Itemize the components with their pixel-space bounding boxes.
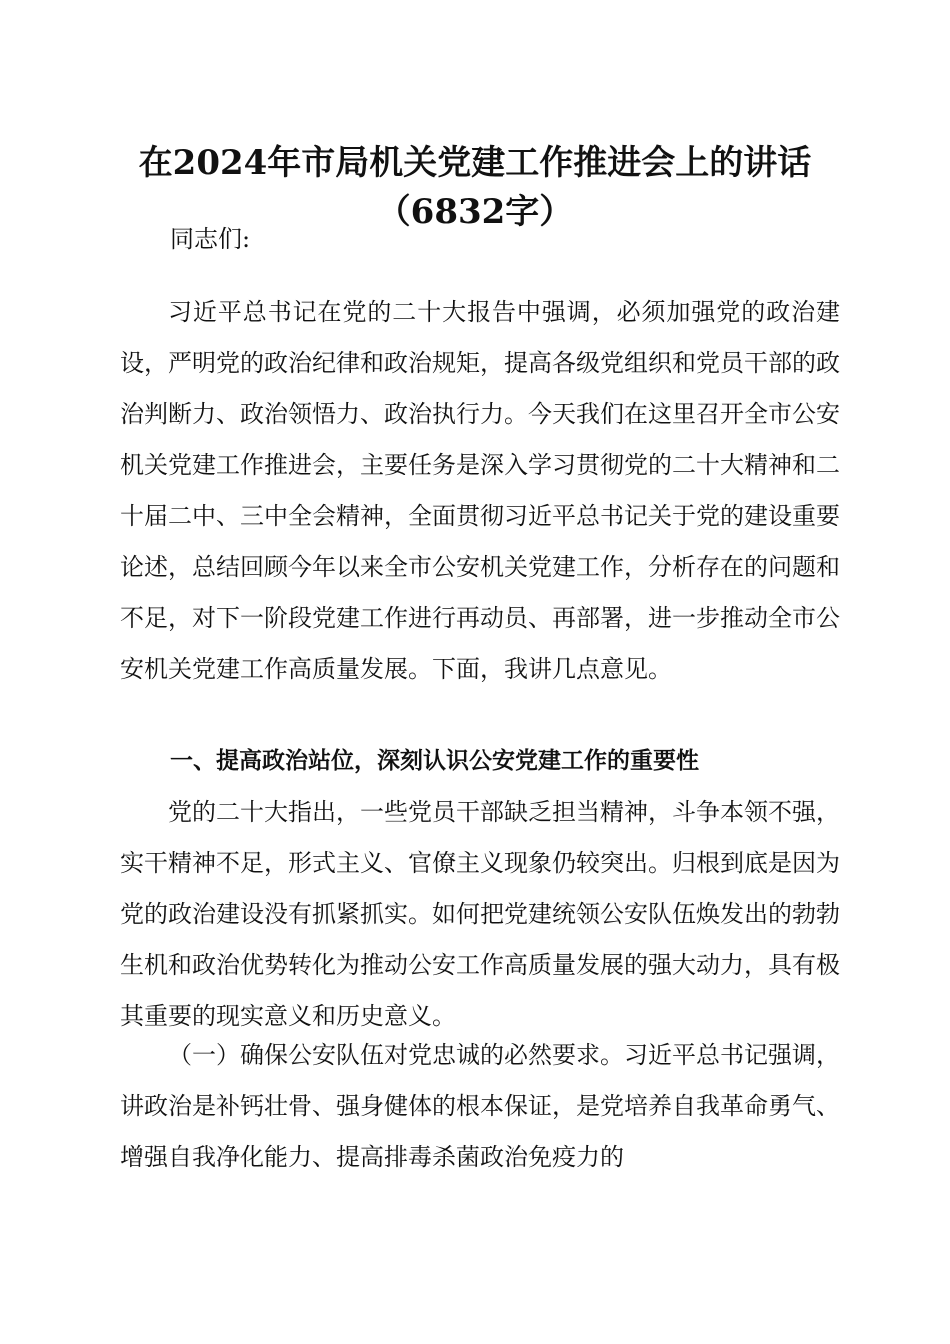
subsection-heading-1: （一）确保公安队伍对党忠诚的必然要求。 (168, 1041, 624, 1069)
paragraph-subsection-1 (120, 1030, 840, 1183)
paragraph-section-1: 党的二十大指出，一些党员干部缺乏担当精神，斗争本领不强，实干精神不足，形式主义、官僚主义现象仍较突出。归根到底是因为党的政治建设没有抓紧抓实。如何把党建统领公安队伍焕发出的勃勃生机和政治优势转化为推动公安工作高质量发展的强大动力，具有极其重要的现实意义和历史意义。 (120, 798, 840, 1030)
subsection-1-text: 习近平总书记强调，讲政治是补钙壮骨、强身健体的根本保证，是党培养自我革命勇气、增强自我净化能力、提高排毒杀菌政治免疫力的 (120, 1041, 840, 1171)
document-title: 在2024年市局机关党建工作推进会上的讲话 (138, 143, 812, 183)
salutation: 同志们: (170, 225, 251, 253)
paragraph-intro: 习近平总书记在党的二十大报告中强调，必须加强党的政治建设，严明党的政治纪律和政治规矩，提高各级党组织和党员干部的政治判断力、政治领悟力、政治执行力。今天我们在这里召开全市公安机关党建工作推进会，主要任务是深入学习贯彻党的二十大精神和二十届二中、三中全会精神，全面贯彻习近平总书记关于党的建设重要论述，总结回顾今年以来全市公安机关党建工作，分析存在的问题和不足，对下一阶段党建工作进行再动员、再部署，进一步推动全市公安机关党建工作高质量发展。下面，我讲几点意见。 (120, 298, 840, 683)
section-heading-1: 一、提高政治站位，深刻认识公安党建工作的重要性 (170, 748, 699, 774)
document-word-count: （6832字） (376, 192, 574, 232)
